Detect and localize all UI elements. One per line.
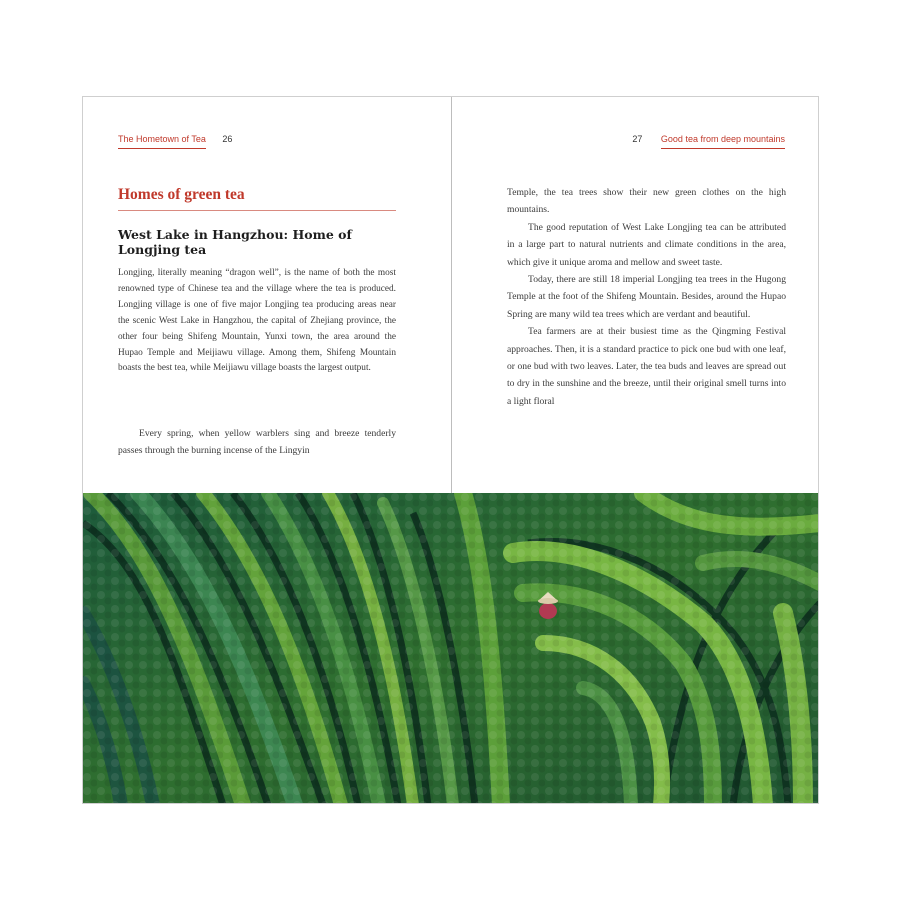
running-title: The Hometown of Tea (118, 134, 206, 149)
page-number: 26 (222, 134, 233, 144)
running-title: Good tea from deep mountains (661, 134, 785, 149)
left-page (83, 97, 452, 493)
book-spread (82, 96, 819, 804)
body-paragraph: The good reputation of West Lake Longjing tea can be attributed in a large part to natural nutrients and climate conditions in the area, which give it unique aroma and mellow and sweet taste. (507, 221, 786, 268)
running-head-right (632, 134, 785, 149)
body-paragraph: Today, there are still 18 imperial Longjing tea trees in the Hugong Temple at the foot of the Shifeng Mountain. Besides, around the Hupao Spring are many wild tea trees which are verdant and beautiful. (507, 274, 786, 320)
body-paragraph: Longjing, literally meaning “dragon well”, is the name of both the most renowned type of Chinese tea and the village where the tea is produced. Longjing village is one of five major Longjing tea producing areas near the scenic West Lake in Hangzhou, the capital of Zhejiang province, the other four being Shifeng Mountain, Yunxi town, the area around the Hupao Temple and Meijiawu village. Among them, Shifeng Mountain boasts the best tea, while Meijiawu village boasts the largest output. (118, 268, 396, 374)
running-head-left (118, 134, 232, 149)
body-paragraph: Every spring, when yellow warblers sing and breeze tenderly passes through the burning incense of the Lingyin (118, 428, 396, 457)
page-number: 27 (632, 134, 643, 144)
subheading: West Lake in Hangzhou: Home of Longjing tea (118, 227, 352, 257)
body-paragraph: Tea farmers are at their busiest time as the Qingming Festival approaches. Then, it is a standard practice to pick one bud with one leaf, or one bud with two leaves. Later, the tea buds and leaves are spread out to dry in the sunshine and the breeze, until their original smell turns into a light floral (507, 326, 786, 407)
section-title: Homes of green tea (118, 186, 396, 211)
tea-plantation-photo (83, 493, 819, 804)
body-paragraph: Temple, the tea trees show their new green clothes on the high mountains. (507, 187, 786, 216)
body-text (507, 184, 786, 410)
right-page (452, 97, 819, 493)
